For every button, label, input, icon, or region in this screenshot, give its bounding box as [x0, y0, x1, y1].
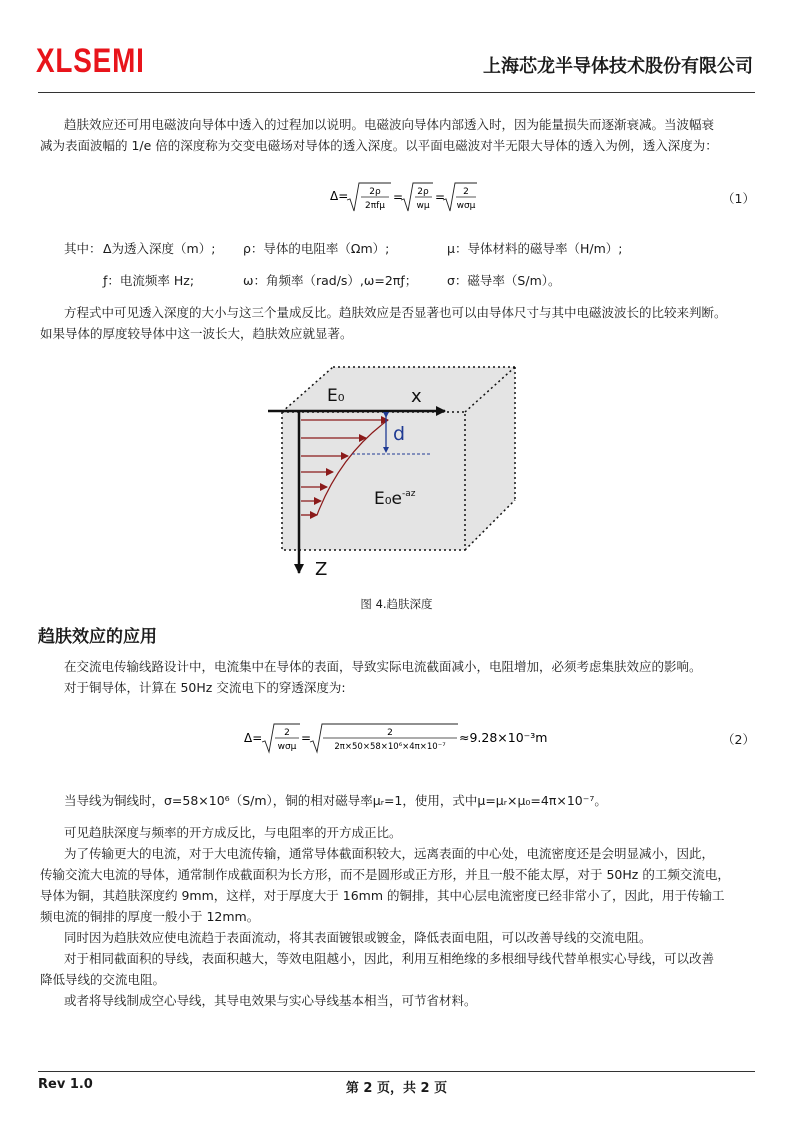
para4-line-2: 为了传输更大的电流，对于大电流传输，通常导体截面积较大，远离表面的中心处，电流密度还是会明显减小，因此， — [64, 846, 715, 861]
footer-divider — [38, 1071, 755, 1072]
header-divider — [38, 92, 755, 93]
eq1-lhs: Δ= — [330, 189, 349, 203]
field-label: $E_0e^{-az}$ — [374, 489, 416, 509]
defs-label: 其中： — [64, 241, 102, 256]
eq2-approx: ≈9.28×10⁻³m — [459, 730, 548, 745]
skin-depth-diagram — [260, 360, 530, 585]
z-axis-label: Z — [315, 559, 328, 580]
cube-front-face — [282, 412, 465, 550]
intro-line-1: 趋肤效应还可用电磁波向导体中透入的过程加以说明。电磁波向导体内部透入时，因为能量损失而逐渐衰减。当波幅衰 — [64, 117, 715, 132]
eq1-f3-num: 2 — [463, 187, 469, 197]
para4-line-3: 传输交流大电流的导体，通常制作成截面积为长方形，而不是圆形或正方形，并且一般不能太厚，对于 50Hz 的工频交流电， — [40, 867, 730, 882]
equation-1 — [325, 178, 485, 216]
x-axis-label: x — [411, 386, 422, 407]
equation-2-number: （2） — [722, 732, 755, 747]
para4-line-8: 降低导线的交流电阻。 — [40, 972, 166, 987]
figure-caption: 图 4.趋肤深度 — [360, 597, 433, 611]
eq1-eq-b: = — [435, 190, 446, 204]
para4-line-5: 频电流的铜排的厚度一般小于 12mm。 — [40, 909, 260, 924]
para3-line-2: 对于铜导体，计算在 50Hz 交流电下的穿透深度为: — [64, 680, 346, 695]
equation-1-number: （1） — [722, 191, 755, 206]
eq1-eq-a: = — [393, 190, 404, 204]
para3-line-1: 在交流电传输线路设计中，电流集中在导体的表面，导致实际电流截面减小，电阻增加，必须考虑集肤效应的影响。 — [64, 659, 702, 674]
equation-2 — [240, 718, 570, 758]
def-omega: ω：角频率（rad/s）,ω=2πƒ； — [243, 273, 418, 288]
intro-line-2: 减为表面波幅的 1/e 倍的深度称为交变电磁场对导体的透入深度。以平面电磁波对半无限大导体的透入为例，透入深度为： — [40, 138, 718, 153]
page-number: 第 2 页，共 2 页 — [345, 1081, 448, 1096]
def-f: ƒ：电流频率 Hz; — [103, 273, 195, 288]
eq1-f1-den: 2πfμ — [364, 201, 386, 211]
def-rho: ρ：导体的电阻率（Ωm）; — [243, 241, 390, 256]
eq1-f3-den: wσμ — [456, 201, 476, 211]
revision: Rev 1.0 — [38, 1077, 93, 1092]
def-mu: μ：导体材料的磁导率（H/m）; — [447, 241, 623, 256]
eq1-f1-num: 2ρ — [369, 187, 381, 197]
e0-label: E₀ — [327, 386, 345, 406]
copper-line: 当导线为铜线时，σ=58×10⁶（S/m），铜的相对磁导率μᵣ=1，使用，式中μ=μᵣ×μ₀=4π×10⁻⁷。 — [64, 793, 607, 808]
eq2-f1-den: wσμ — [277, 742, 297, 752]
section-title: 趋肤效应的应用 — [38, 627, 157, 647]
para4-line-9: 或者将导线制成空心导线，其导电效果与实心导线基本相当，可节省材料。 — [64, 993, 477, 1008]
def-delta: Δ为透入深度（m）; — [103, 241, 216, 256]
para4-line-4: 导体为铜，其趋肤深度约 9mm，这样，对于厚度大于 16mm 的铜排，其中心层电流密度已经非常小了，因此，用于传输工 — [40, 888, 725, 903]
eq2-f2-num: 2 — [387, 728, 393, 738]
para4-line-6: 同时因为趋肤效应使电流趋于表面流动，将其表面镀银或镀金，降低表面电阻，可以改善导线的交流电阻。 — [64, 930, 652, 945]
eq2-f1-num: 2 — [284, 728, 290, 738]
company-name: 上海芯龙半导体技术股份有限公司 — [483, 56, 753, 77]
eq2-eq: = — [301, 731, 312, 745]
para2-line-1: 方程式中可见透入深度的大小与这三个量成反比。趋肤效应是否显著也可以由导体尺寸与其中电磁波波长的比较来判断。 — [64, 305, 727, 320]
para2-line-2: 如果导体的厚度较导体中这一波长大，趋肤效应就显著。 — [40, 326, 353, 341]
eq1-f2-den: wμ — [416, 201, 430, 211]
def-sigma: σ：磁导率（S/m）。 — [447, 273, 561, 288]
para4-line-7: 对于相同截面积的导线，表面积越大，等效电阻越小，因此，利用互相绝缘的多根细导线代替单根实心导线，可以改善 — [64, 951, 715, 966]
company-logo: XLSEMI — [36, 42, 145, 80]
eq1-f2-num: 2ρ — [417, 187, 429, 197]
eq2-lhs: Δ= — [244, 731, 263, 745]
d-label: d — [393, 423, 406, 445]
para4-line-1: 可见趋肤深度与频率的开方成反比，与电阻率的开方成正比。 — [64, 825, 402, 840]
eq2-f2-den: 2π×50×58×10⁶×4π×10⁻⁷ — [334, 742, 446, 752]
